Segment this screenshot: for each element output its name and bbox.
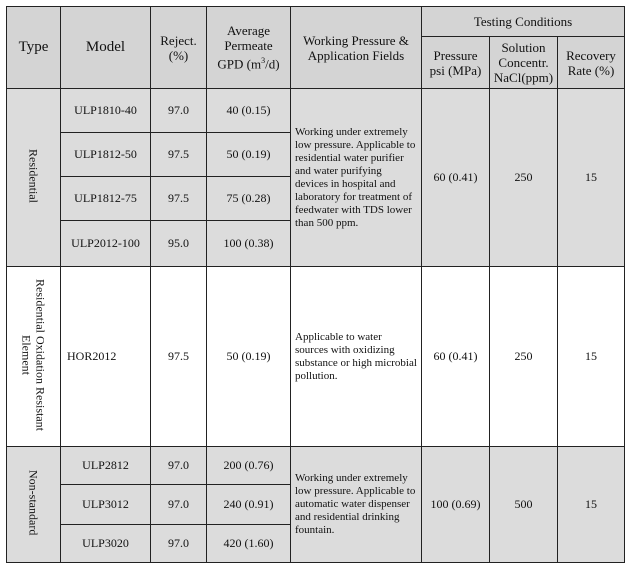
- gpd-cell: 40 (0.15): [207, 89, 291, 133]
- solution-cell: 250: [490, 267, 558, 447]
- reject-cell: 97.5: [151, 267, 207, 447]
- type-cell-oxidation-resistant: Residential Oxidation Resistant Element: [7, 267, 61, 447]
- reject-cell: 97.0: [151, 447, 207, 485]
- gpd-cell: 420 (1.60): [207, 525, 291, 563]
- header-testing-conditions: Testing Conditions: [422, 7, 625, 37]
- reject-cell: 97.5: [151, 177, 207, 221]
- reject-cell: 97.0: [151, 485, 207, 525]
- model-cell: ULP3012: [61, 485, 151, 525]
- gpd-cell: 75 (0.28): [207, 177, 291, 221]
- table-row: [7, 447, 625, 485]
- membrane-spec-table: [6, 6, 625, 563]
- header-solution: Solution Concentr. NaCl(ppm): [490, 37, 558, 89]
- reject-cell: 97.0: [151, 89, 207, 133]
- pressure-cell: 60 (0.41): [422, 89, 490, 267]
- gpd-cell: 240 (0.91): [207, 485, 291, 525]
- solution-cell: 500: [490, 447, 558, 563]
- model-cell: ULP2012-100: [61, 221, 151, 267]
- pressure-cell: 60 (0.41): [422, 267, 490, 447]
- model-cell: ULP3020: [61, 525, 151, 563]
- header-model: Model: [61, 7, 151, 89]
- gpd-cell: 200 (0.76): [207, 447, 291, 485]
- gpd-cell: 50 (0.19): [207, 133, 291, 177]
- reject-cell: 97.0: [151, 525, 207, 563]
- type-cell-residential: Residential: [7, 89, 61, 267]
- model-cell: HOR2012: [61, 267, 151, 447]
- header-working-pressure: Working Pressure & Application Fields: [291, 7, 422, 89]
- header-reject: Reject. (%): [151, 7, 207, 89]
- model-cell: ULP2812: [61, 447, 151, 485]
- table-row: [7, 267, 625, 447]
- header-pressure: Pressure psi (MPa): [422, 37, 490, 89]
- header-permeate: Average Permeate GPD $(m^3/d)$: [207, 7, 291, 89]
- header-type: Type: [7, 7, 61, 89]
- pressure-cell: 100 (0.69): [422, 447, 490, 563]
- application-cell: Working under extremely low pressure. Applicable to residential water purifier and water purifying devices in hospital and laboratory for treatment of feedwater with TDS lower than 500 ppm.: [291, 89, 422, 267]
- model-cell: ULP1812-75: [61, 177, 151, 221]
- table-row: [7, 89, 625, 133]
- reject-cell: 97.5: [151, 133, 207, 177]
- type-cell-non-standard: Non-standard: [7, 447, 61, 563]
- gpd-cell: 100 (0.38): [207, 221, 291, 267]
- model-cell: ULP1810-40: [61, 89, 151, 133]
- model-cell: ULP1812-50: [61, 133, 151, 177]
- header-recovery: Recovery Rate (%): [558, 37, 625, 89]
- reject-cell: 95.0: [151, 221, 207, 267]
- application-cell: Working under extremely low pressure. Applicable to automatic water dispenser and residential drinking fountain.: [291, 447, 422, 563]
- recovery-cell: 15: [558, 89, 625, 267]
- recovery-cell: 15: [558, 447, 625, 563]
- gpd-cell: 50 (0.19): [207, 267, 291, 447]
- recovery-cell: 15: [558, 267, 625, 447]
- application-cell: Applicable to water sources with oxidizing substance or high microbial pollution.: [291, 267, 422, 447]
- solution-cell: 250: [490, 89, 558, 267]
